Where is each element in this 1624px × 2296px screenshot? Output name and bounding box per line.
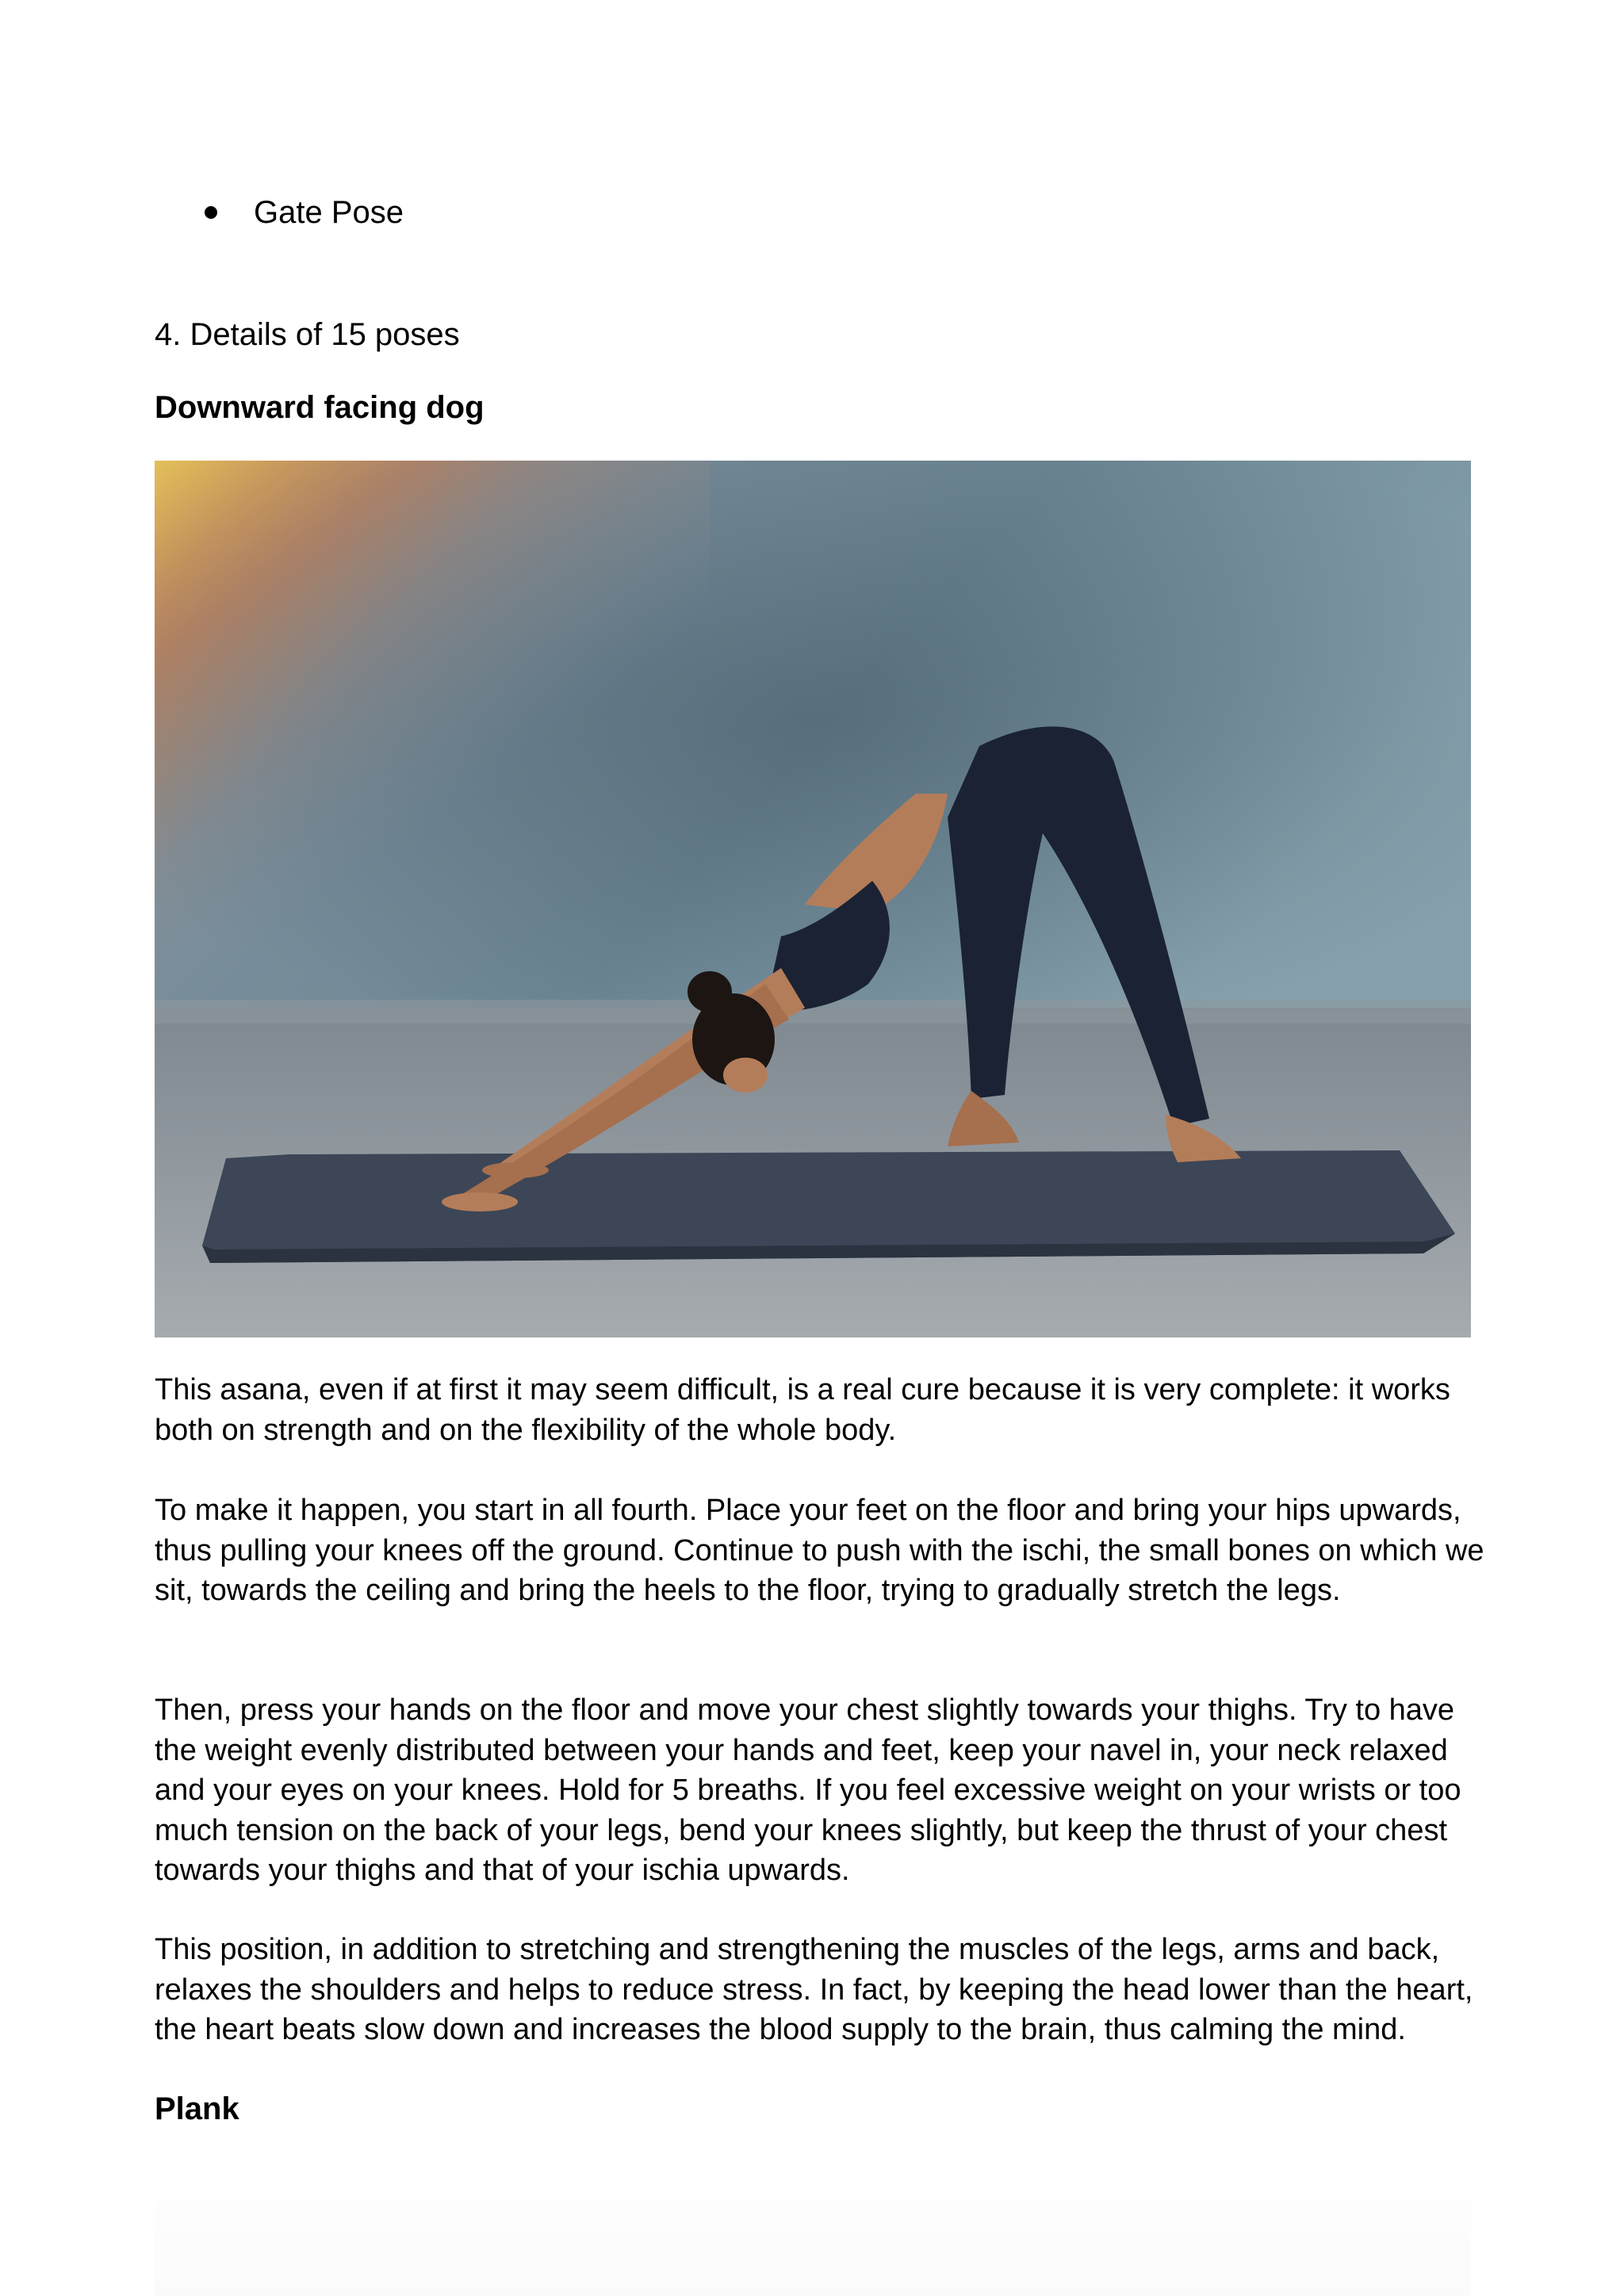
list-item	[205, 190, 404, 235]
paragraph-1: This asana, even if at first it may seem difficult, is a real cure because it is very complete: it works both on strength and on the flexibility of the whole body.	[155, 1373, 1450, 1447]
pose-bullet-list	[205, 190, 404, 235]
downward-dog-photo	[155, 461, 1471, 1337]
hand-front	[442, 1192, 518, 1211]
paragraph-3: Then, press your hands on the floor and move your chest slightly towards your thighs. Try to have the weight evenly distributed between your hands and feet, keep your navel in, your neck relaxed and your eyes on your knees. Hold for 5 breaths. If you feel excessive weight on your wrists or too much tension on the back of your legs, bend your knees slightly, but keep the thrust of your chest towards your thighs and that of your ischia upwards.	[155, 1693, 1461, 1887]
paragraph-4: This position, in addition to stretching and strengthening the muscles of the legs, arms and back, relaxes the shoulders and helps to reduce stress. In fact, by keeping the head lower than the heart, the heart beats slow down and increases the blood supply to the brain, thus calming the mind.	[155, 1933, 1473, 2046]
pose-title-downward-dog: Downward facing dog	[155, 390, 485, 425]
list-item-label: Gate Pose	[254, 195, 404, 230]
bullet-icon	[205, 206, 217, 219]
hand-back	[482, 1162, 549, 1178]
section-heading: 4. Details of 15 poses	[155, 317, 460, 352]
paragraph-2: To make it happen, you start in all fourth. Place your feet on the floor and bring your hips upwards, thus pulling your knees off the ground. Continue to push with the ischi, the small bones on which we sit, towards the ceiling and bring the heels to the floor, trying to gradually stretch the legs.	[155, 1494, 1484, 1607]
page-bottom-fade	[155, 2145, 1471, 2296]
pose-title-plank: Plank	[155, 2091, 239, 2126]
